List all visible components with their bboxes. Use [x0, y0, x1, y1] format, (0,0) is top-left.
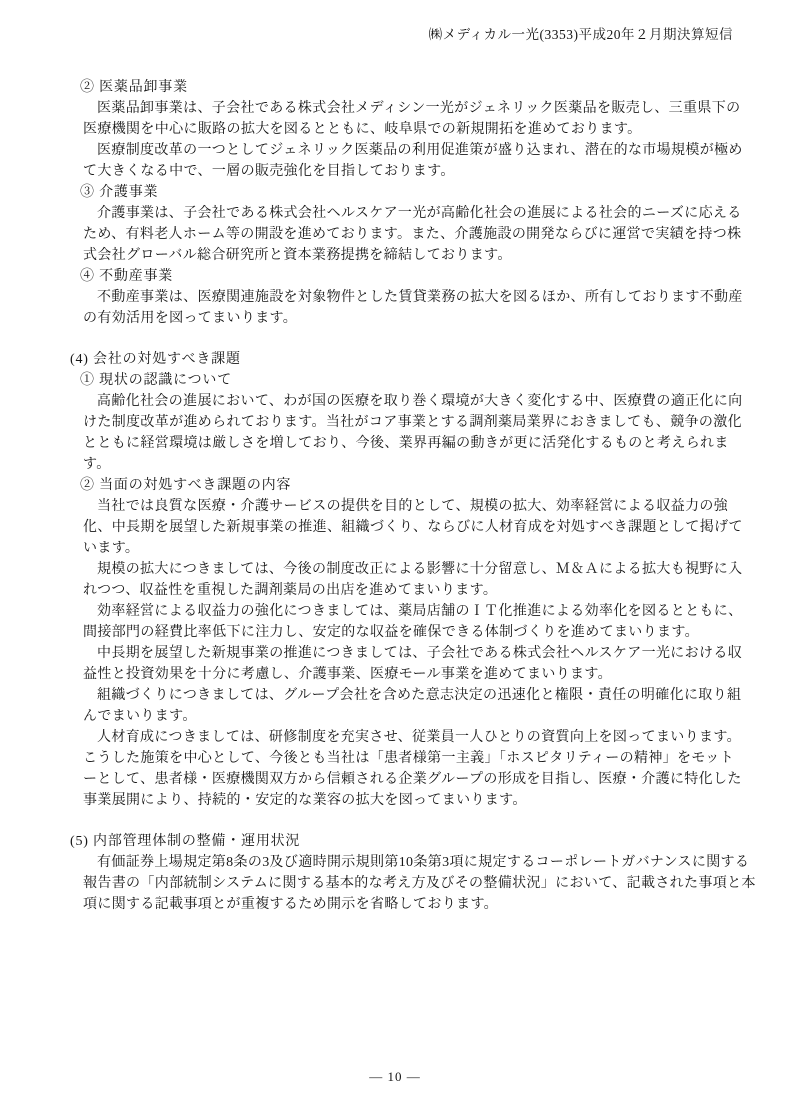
text-line: ーとして、患者様・医療機関双方から信頼される企業グループの形成を目指し、医療・介護に特化した — [83, 772, 742, 787]
paragraph — [70, 685, 742, 727]
text-line: とともに経営環境は厳しさを増しており、今後、業界再編の動きが更に活発化するものと考えられま — [83, 436, 729, 451]
paragraph — [70, 391, 743, 475]
text-line: 式会社グローバル総合研究所と資本業務提携を締結しております。 — [83, 248, 512, 263]
item-heading: ④ 不動産事業 — [80, 269, 174, 284]
text-line: んでまいります。 — [83, 709, 197, 724]
text-line: の有効活用を図ってまいります。 — [83, 311, 298, 326]
text-line: 当社では良質な医療・介護サービスの提供を目的として、規模の拡大、効率経営による収益力の強 — [97, 499, 729, 514]
document-blocks — [70, 77, 756, 915]
paragraph — [70, 601, 743, 643]
text-line: 化、中長期を展望した新規事業の推進、組織づくり、ならびに人材育成を対処すべき課題として掲げて — [83, 520, 743, 535]
text-line: けた制度改革が進められております。当社がコア事業とする調剤薬局業界におきましても、競争の激化 — [83, 415, 742, 430]
text-line: す。 — [83, 457, 111, 472]
item-heading: ③ 介護事業 — [80, 185, 159, 200]
text-line: ため、有料老人ホーム等の開設を進めております。また、介護施設の開発ならびに運営で実績を持つ株 — [83, 227, 742, 242]
text-line: こうした施策を中心として、今後とも当社は「患者様第一主義」「ホスピタリティーの精神」をモット — [83, 751, 734, 766]
text-line: れつつ、収益性を重視した調剤薬局の出店を進めてまいります。 — [83, 583, 498, 598]
page-number: ― 10 ― — [369, 1069, 421, 1084]
text-line: 高齢化社会の進展において、わが国の医療を取り巻く環境が大きく変化する中、医療費の適正化に向 — [97, 394, 743, 409]
text-line: 項に関する記載事項とが重複するため開示を省略しております。 — [83, 897, 499, 912]
text-line: 有価証券上場規定第8条の3及び適時開示規則第10条第3項に規定するコーポレートガバナンスに関する — [97, 855, 750, 870]
paragraph — [70, 496, 743, 559]
paragraph — [70, 559, 743, 601]
text-line: 間接部門の経費比率低下に注力し、安定的な収益を確保できる体制づくりを進めてまいります。 — [83, 625, 699, 640]
text-line: 事業展開により、持続的・安定的な業容の拡大を図ってまいります。 — [83, 793, 527, 808]
paragraph — [70, 852, 756, 915]
text-line: 医療制度改革の一つとしてジェネリック医薬品の利用促進策が盛り込まれ、潜在的な市場規模が極め — [97, 143, 743, 158]
section-heading: (4) 会社の対処すべき課題 — [70, 352, 241, 367]
paragraph — [70, 98, 741, 140]
text-line: 医療機関を中心に販路の拡大を図るとともに、岐阜県での新規開拓を進めております。 — [83, 122, 642, 137]
text-line: 組織づくりにつきましては、グループ会社を含めた意志決定の迅速化と権限・責任の明確化に取り組 — [97, 688, 742, 703]
text-line: 報告書の「内部統制システムに関する基本的な考え方及びその整備状況」において、記載された事項と本 — [83, 876, 756, 891]
item-heading: ② 医薬品卸事業 — [80, 80, 188, 95]
item-heading: ① 現状の認識について — [80, 373, 233, 388]
text-line: て大きくなる中で、一層の販売強化を目指しております。 — [83, 164, 455, 179]
section-heading: (5) 内部管理体制の整備・運用状況 — [70, 834, 301, 849]
text-line: 不動産事業は、医療関連施設を対象物件とした賃貸業務の拡大を図るほか、所有しております不動産 — [97, 290, 743, 305]
text-line: 医薬品卸事業は、子会社である株式会社メディシン一光がジェネリック医薬品を販売し、三重県下の — [97, 101, 741, 116]
text-line: 人材育成につきましては、研修制度を充実させ、従業員一人ひとりの資質向上を図ってまいります。 — [97, 730, 741, 745]
text-line: 規模の拡大につきましては、今後の制度改正による影響に十分留意し、Ｍ＆Ａによる拡大も視野に入 — [97, 562, 743, 577]
item-heading: ② 当面の対処すべき課題の内容 — [80, 478, 292, 493]
text-line: 介護事業は、子会社である株式会社ヘルスケア一光が高齢化社会の進展による社会的ニーズに応える — [97, 206, 742, 221]
paragraph — [70, 140, 743, 182]
text-line: 中長期を展望した新規事業の推進につきましては、子会社である株式会社ヘルスケア一光における収 — [97, 646, 743, 661]
paragraph — [70, 727, 742, 811]
text-line: 益性と投資効果を十分に考慮し、介護事業、医療モール事業を進めてまいります。 — [83, 667, 612, 682]
paragraph — [70, 287, 743, 329]
text-line: います。 — [83, 541, 140, 556]
paragraph — [70, 643, 743, 685]
text-line: 効率経営による収益力の強化につきましては、薬局店舗のＩＴ化推進による効率化を図るとともに、 — [97, 604, 743, 619]
page-header: ㈱メディカル一光(3353)平成20年２月期決算短信 — [428, 27, 733, 42]
paragraph — [70, 203, 742, 266]
